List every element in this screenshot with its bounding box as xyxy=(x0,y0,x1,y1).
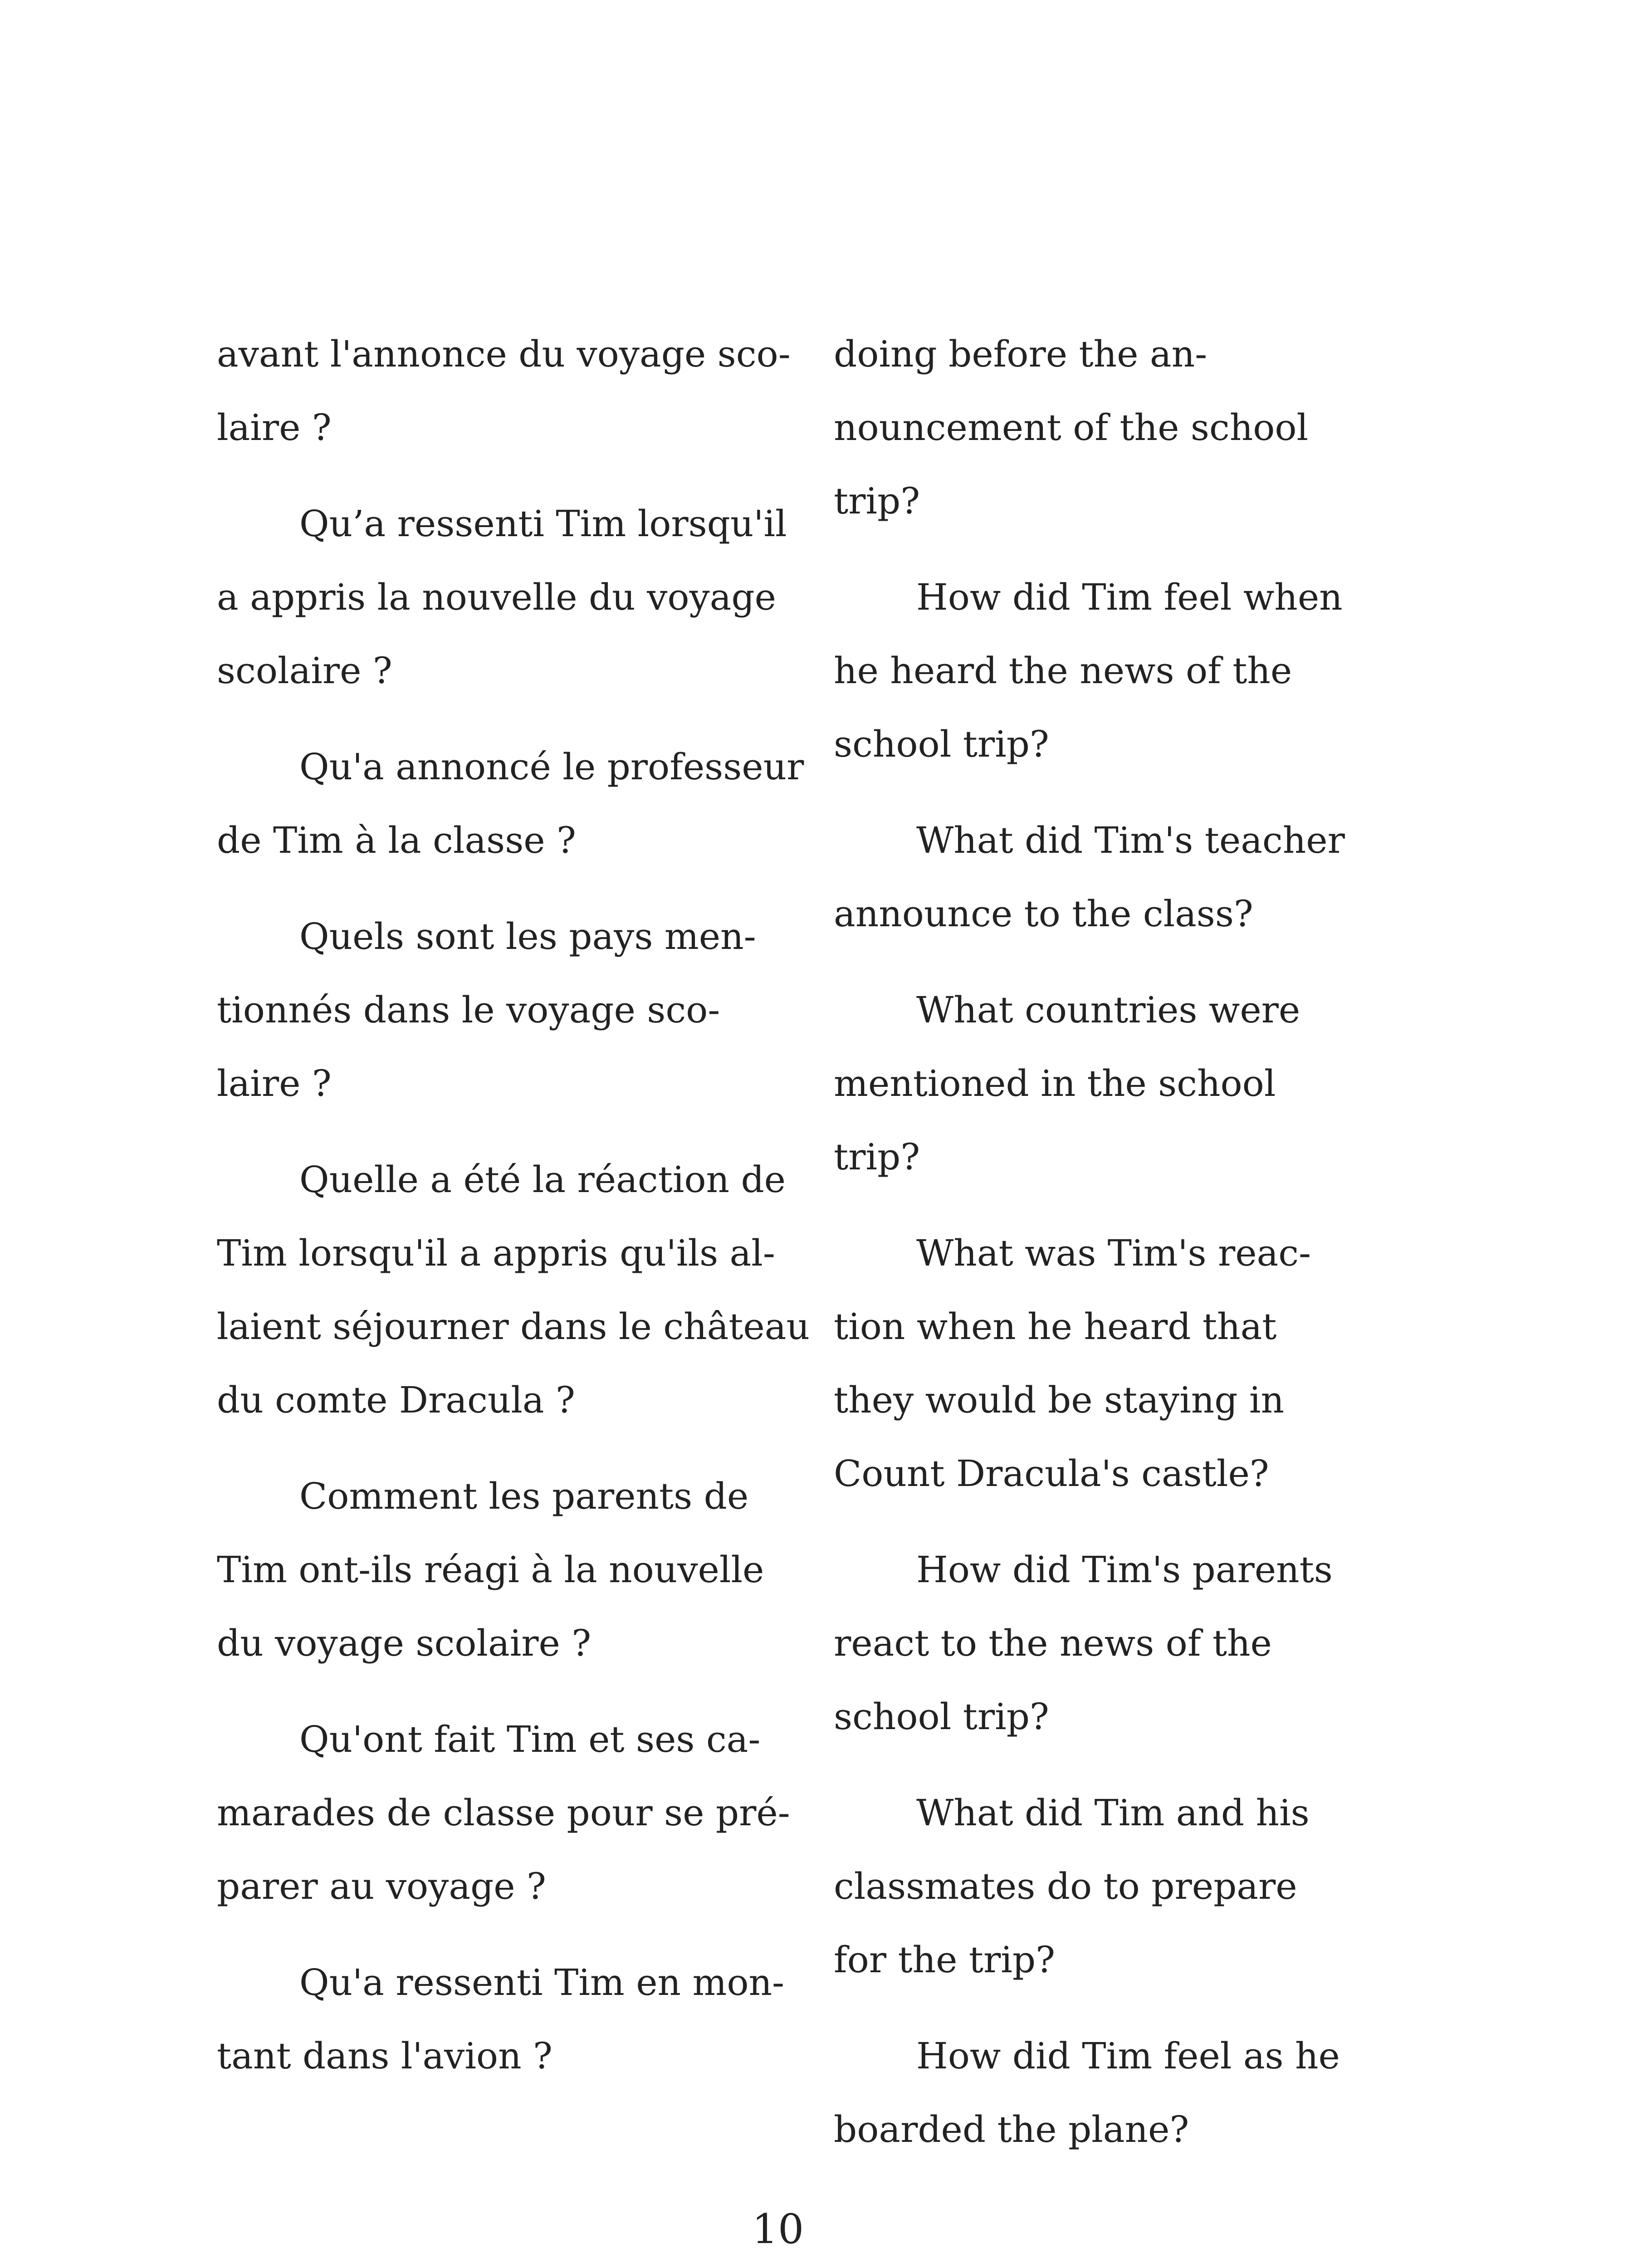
question-line: announce to the class? xyxy=(834,893,1253,935)
question-line: avant l'annonce du voyage sco- xyxy=(217,333,791,375)
question-line: What did Tim and his xyxy=(916,1792,1310,1834)
question-paragraph xyxy=(834,561,1378,781)
question-paragraph xyxy=(834,804,1378,951)
question-line: Comment les parents de xyxy=(299,1475,749,1517)
question-paragraph xyxy=(217,900,802,1120)
question-line: Count Dracula's castle? xyxy=(834,1452,1269,1495)
question-line: a appris la nouvelle du voyage xyxy=(217,576,776,618)
question-line: Qu'ont fait Tim et ses ca- xyxy=(299,1718,761,1760)
question-line: How did Tim feel as he xyxy=(916,2035,1340,2077)
question-paragraph xyxy=(217,318,802,464)
question-paragraph xyxy=(834,1776,1378,1997)
question-line: doing before the an- xyxy=(834,333,1208,375)
question-line: boarded the plane? xyxy=(834,2108,1189,2151)
question-paragraph xyxy=(217,1460,802,1680)
question-line: du comte Dracula ? xyxy=(217,1379,575,1421)
question-line: tant dans l'avion ? xyxy=(217,2035,552,2077)
question-line: Qu'a annoncé le professeur xyxy=(299,746,804,788)
question-line: nouncement of the school xyxy=(834,406,1309,449)
question-line: for the trip? xyxy=(834,1939,1055,1981)
question-line: parer au voyage ? xyxy=(217,1865,546,1907)
question-line: tion when he heard that xyxy=(834,1305,1277,1348)
question-line: school trip? xyxy=(834,723,1049,765)
question-line: react to the news of the xyxy=(834,1622,1272,1664)
question-paragraph xyxy=(217,1143,810,1437)
question-paragraph xyxy=(834,1217,1378,1510)
question-line: laire ? xyxy=(217,406,332,449)
question-line: What countries were xyxy=(916,989,1301,1031)
question-paragraph xyxy=(217,1946,802,2093)
question-line: How did Tim's parents xyxy=(916,1549,1333,1591)
question-line: tionnés dans le voyage sco- xyxy=(217,989,720,1031)
question-line: Tim lorsqu'il a appris qu'ils al- xyxy=(217,1232,775,1274)
question-paragraph xyxy=(217,730,802,877)
question-line: trip? xyxy=(834,1136,920,1178)
question-line: Quels sont les pays men- xyxy=(299,915,756,958)
question-line: How did Tim feel when xyxy=(916,576,1343,618)
question-line: Quelle a été la réaction de xyxy=(299,1158,786,1201)
question-line: laire ? xyxy=(217,1062,332,1105)
question-line: they would be staying in xyxy=(834,1379,1284,1421)
question-paragraph xyxy=(834,318,1378,538)
question-line: What did Tim's teacher xyxy=(916,819,1345,861)
question-paragraph xyxy=(217,1703,802,1923)
question-line: What was Tim's reac- xyxy=(916,1232,1311,1274)
question-line: du voyage scolaire ? xyxy=(217,1622,592,1664)
question-line: scolaire ? xyxy=(217,650,392,692)
question-line: mentioned in the school xyxy=(834,1062,1276,1105)
question-paragraph xyxy=(217,487,802,708)
question-line: Qu’a ressenti Tim lorsqu'il xyxy=(299,503,787,545)
question-line: classmates do to prepare xyxy=(834,1865,1297,1907)
question-paragraph xyxy=(834,973,1378,1194)
question-paragraph xyxy=(834,1533,1378,1754)
page-number: 10 xyxy=(752,2205,804,2253)
question-line: trip? xyxy=(834,480,920,522)
question-line: Qu'a ressenti Tim en mon- xyxy=(299,1961,785,2004)
french-questions-column xyxy=(217,318,810,2116)
question-line: Tim ont-ils réagi à la nouvelle xyxy=(217,1549,764,1591)
question-line: school trip? xyxy=(834,1696,1049,1738)
question-line: marades de classe pour se pré- xyxy=(217,1792,790,1834)
english-questions-column xyxy=(834,318,1378,2189)
question-paragraph xyxy=(834,2019,1378,2166)
question-line: de Tim à la classe ? xyxy=(217,819,576,861)
question-line: he heard the news of the xyxy=(834,650,1292,692)
question-line: laient séjourner dans le château xyxy=(217,1305,810,1348)
